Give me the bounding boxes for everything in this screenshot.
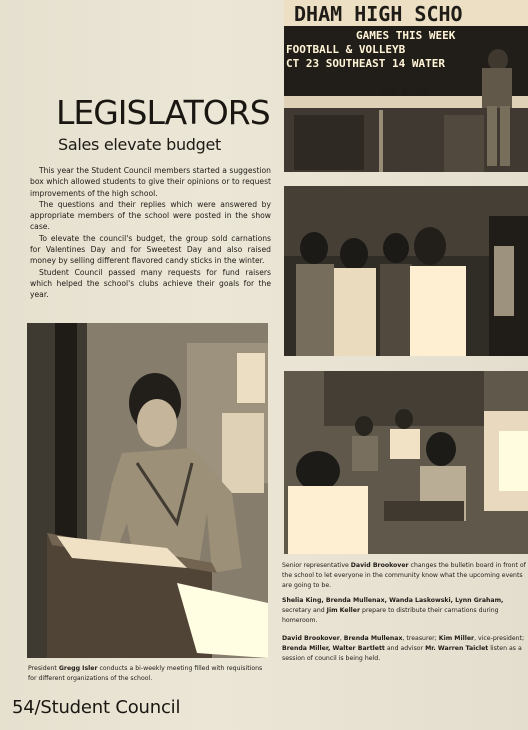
photo-council-session xyxy=(284,371,528,554)
paragraph: Student Council passed many requests for fund raisers which helped the school's clubs achieve their goals for the year. xyxy=(30,267,271,300)
paragraph: This year the Student Council members started a suggestion box which allowed students to give their opinions or to request improvements of the high school. xyxy=(30,166,271,198)
caption-text: , xyxy=(339,635,344,642)
caption-meeting-photo xyxy=(282,634,528,664)
photo-president-illustration xyxy=(27,323,268,658)
paragraph: To elevate the council's budget, the group sold carnations for Valentines Day and for Sweetest Day and also raised money by selling different flavored candy sticks in the winter. xyxy=(30,233,271,266)
caption-name: Kim Miller xyxy=(438,635,475,642)
caption-text: and advisor xyxy=(384,645,426,652)
caption-text: , vice-president; xyxy=(474,635,525,642)
sign-line: CT 23 SOUTHEAST 14 WATER xyxy=(286,57,445,70)
caption-text: conducts a bi-weekly meeting filled with requisitions for different organizations of the school. xyxy=(28,665,263,682)
caption-text: President xyxy=(28,665,59,672)
page-folio: 54/Student Council xyxy=(12,697,181,718)
article-body xyxy=(30,165,271,301)
caption-text: Senior representative xyxy=(282,562,351,569)
article-subtitle: Sales elevate budget xyxy=(58,135,222,154)
caption-text: prepare to distribute their carnations during homeroom. xyxy=(282,607,499,624)
caption-name: Brenda Mullenax xyxy=(343,635,403,642)
caption-name: Brenda Miller, Walter Bartlett xyxy=(282,645,385,652)
caption-text: listen as a session of council is being held. xyxy=(282,645,522,662)
caption-name: Mr. Warren Taiclet xyxy=(425,645,489,652)
caption-name: Shelia King, Brenda Mullenax, Wanda Laskowski, Lynn Graham, xyxy=(282,597,504,604)
caption-group-photo xyxy=(282,596,528,626)
sign-line: GO E MS xyxy=(382,86,429,99)
caption-name: David Brookover xyxy=(282,635,340,642)
caption-text: changes the bulletin board in front of the school to let everyone in the community know what the upcoming events are going to be. xyxy=(282,562,526,589)
photo-group-illustration xyxy=(284,186,528,356)
caption-main-photo xyxy=(28,664,268,684)
caption-name: David Brookover xyxy=(350,562,409,569)
photo-school-sign xyxy=(284,0,528,172)
caption-sign-photo xyxy=(282,561,528,591)
paragraph: The questions and their replies which were answered by appropriate members of the school were posted in the show case. xyxy=(30,199,271,232)
article-title: LEGISLATORS xyxy=(56,93,270,132)
caption-text: secretary and xyxy=(282,607,327,614)
photo-meeting-illustration xyxy=(284,371,528,554)
caption-name: Jim Keller xyxy=(326,607,361,614)
photo-president-podium xyxy=(27,323,268,658)
sign-line: FOOTBALL & VOLLEYB xyxy=(286,43,406,56)
sign-school-name: DHAM HIGH SCHO xyxy=(294,2,463,26)
caption-name: Gregg Isler xyxy=(58,665,98,672)
photo-carnation-group xyxy=(284,186,528,356)
sign-line: GAMES THIS WEEK xyxy=(356,29,456,42)
caption-text: , treasurer; xyxy=(402,635,439,642)
